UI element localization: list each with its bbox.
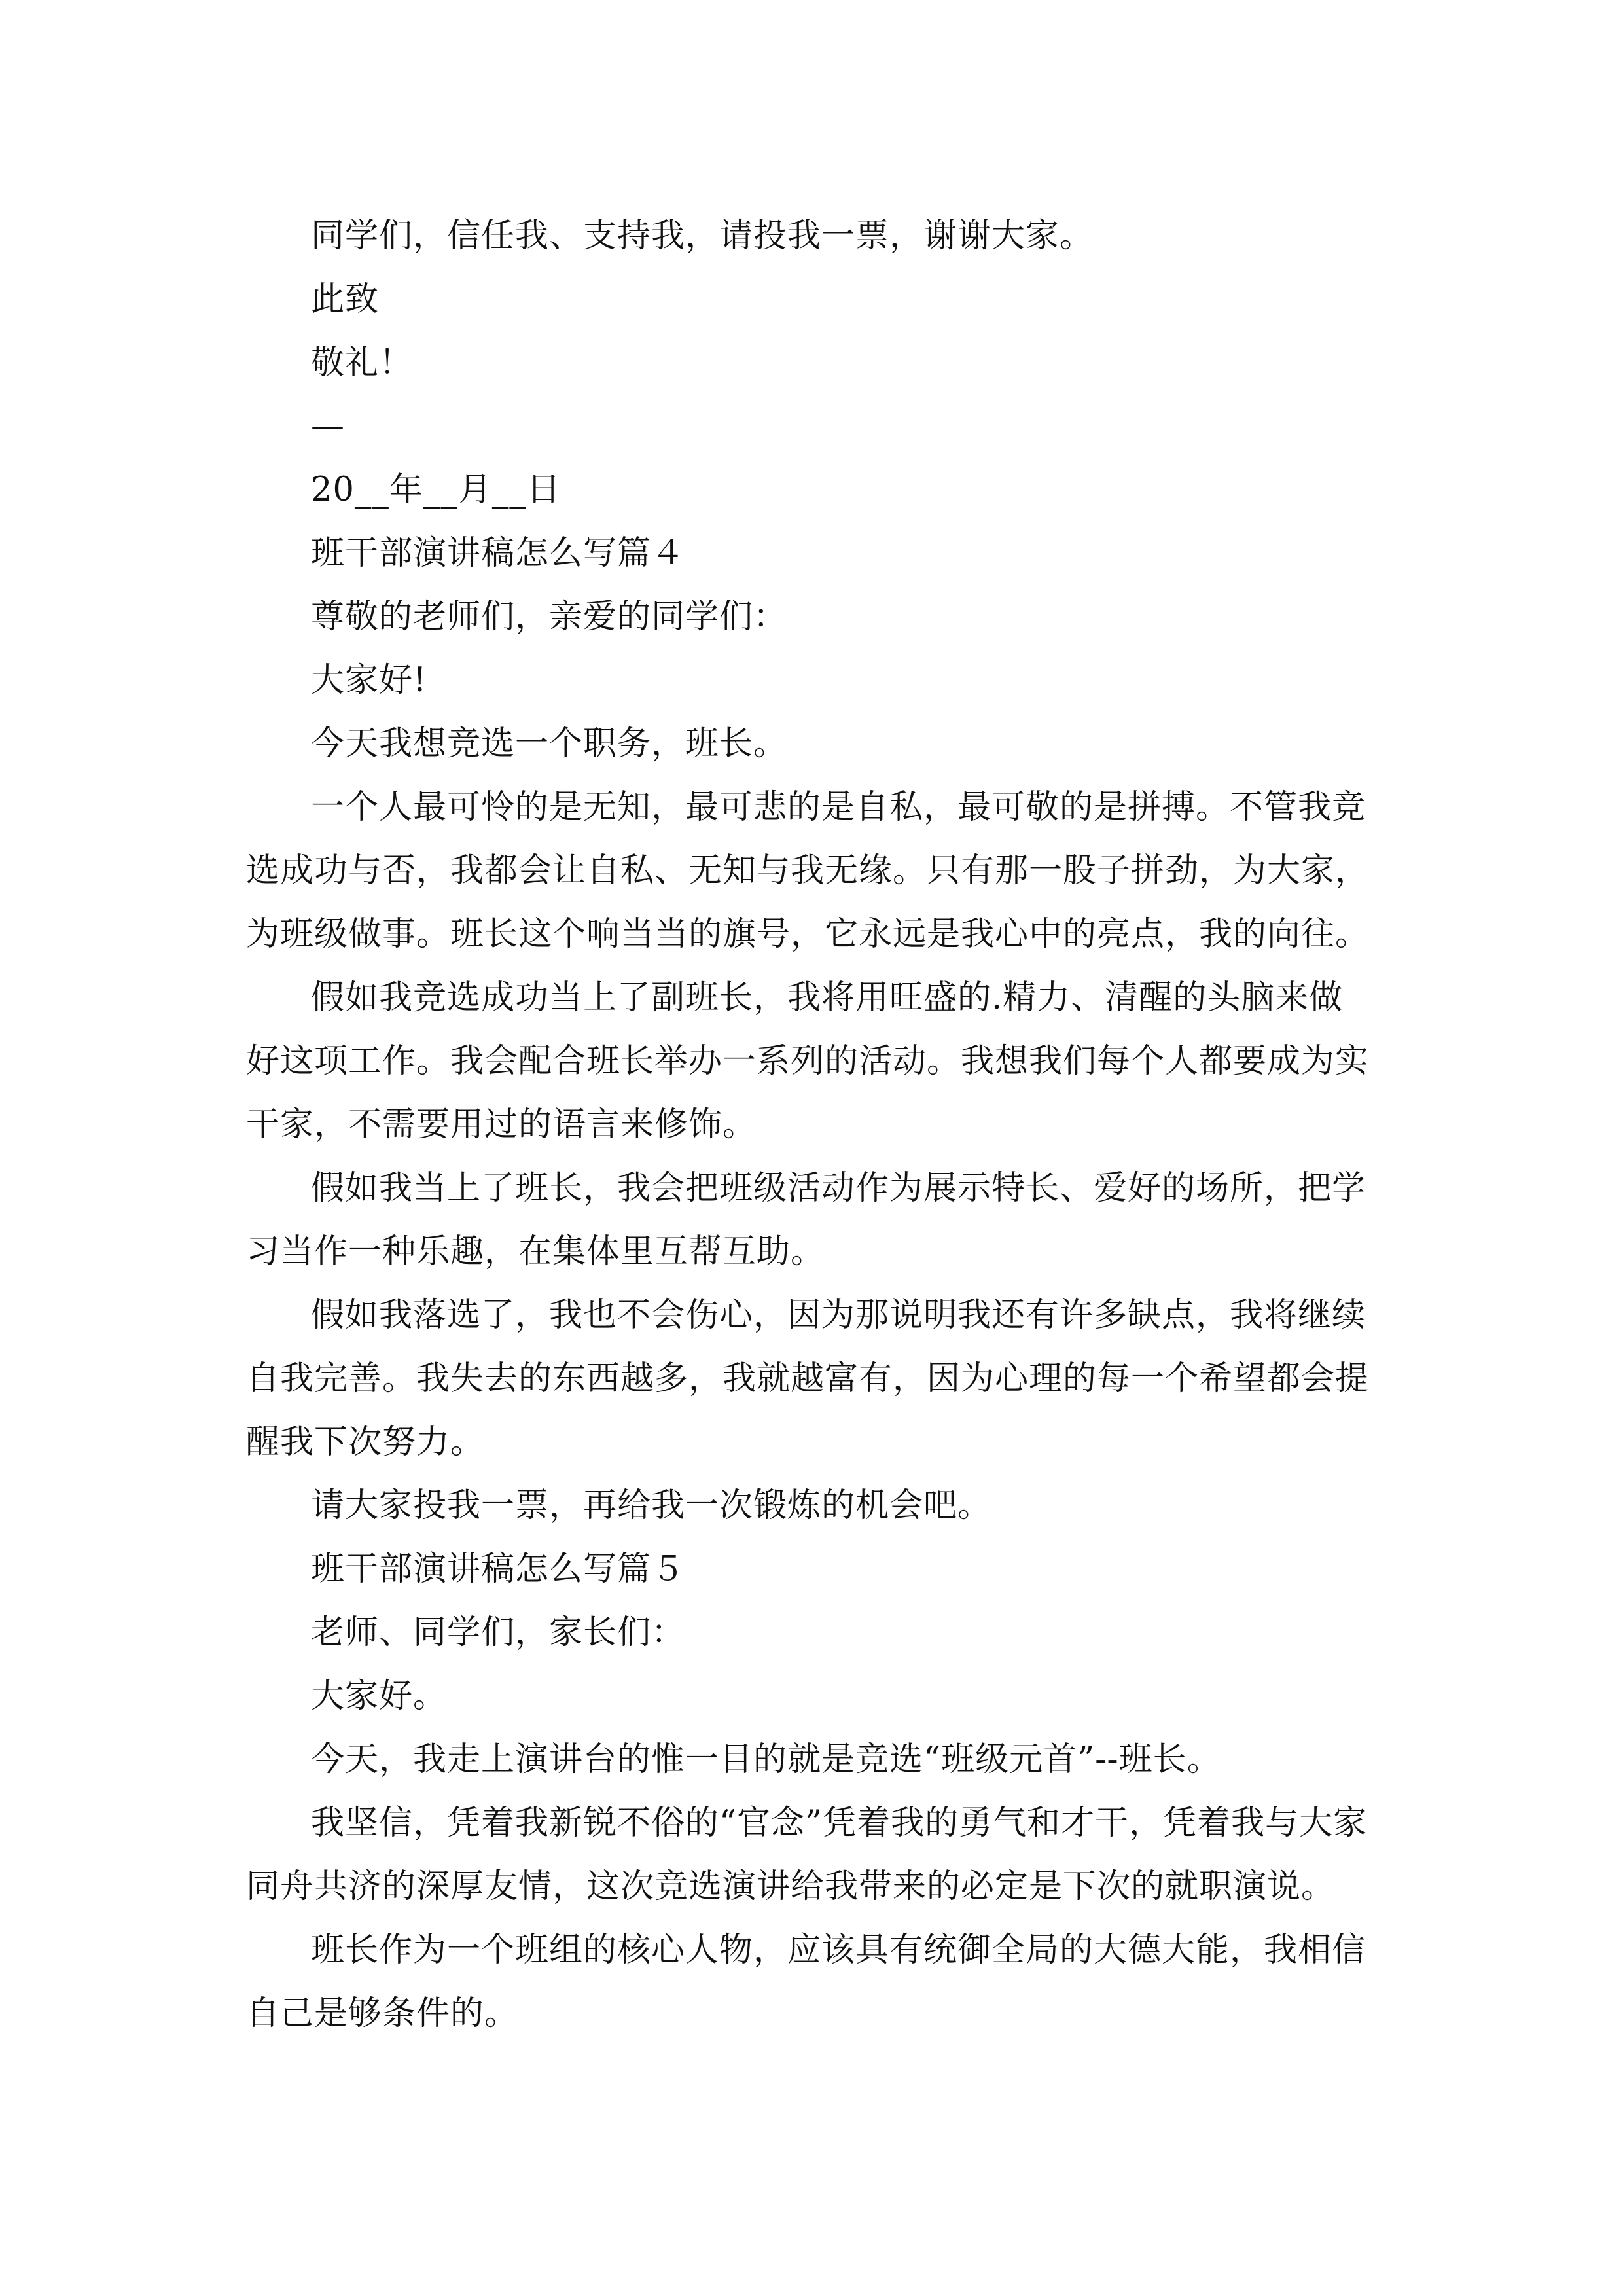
body-paragraph: 我坚信，凭着我新锐不俗的“官念”凭着我的勇气和才干，凭着我与大家同舟共济的深厚友情，这次竞选演讲给我带来的必定是下次的就职演说。 — [246, 1804, 1368, 1906]
body-paragraph: 班长作为一个班组的核心人物，应该具有统御全局的大德大能，我相信自己是够条件的。 — [246, 1931, 1366, 2033]
salutation-jingli: 敬礼！ — [311, 344, 414, 382]
hello-line: 大家好! — [311, 661, 427, 700]
greeting: 老师、同学们，家长们： — [311, 1613, 686, 1652]
body-paragraph: 假如我当上了班长，我会把班级活动作为展示特长、爱好的场所，把学习当作一种乐趣，在集体里互帮互助。 — [246, 1169, 1366, 1271]
signature-line: — — [311, 407, 345, 446]
section-heading-4: 班干部演讲稿怎么写篇４ — [311, 534, 686, 573]
salutation-cizhi: 此致 — [311, 280, 380, 319]
section-heading-5: 班干部演讲稿怎么写篇５ — [311, 1550, 686, 1588]
hello-line: 大家好。 — [311, 1677, 448, 1715]
body-paragraph: 假如我竞选成功当上了副班长，我将用旺盛的.精力、清醒的头脑来做好这项工作。我会配合班长举办一系列的活动。我想我们每个人都要成为实干家，不需要用过的语言来修饰。 — [246, 978, 1370, 1144]
body-paragraph: 今天，我走上演讲台的惟一目的就是竞选“班级元首”--班长。 — [311, 1740, 1221, 1779]
body-paragraph: 一个人最可怜的是无知，最可悲的是自私，最可敬的是拼搏。不管我竞选成功与否，我都会让自私、无知与我无缘。只有那一股子拼劲，为大家，为班级做事。班长这个响当当的旗号，它永远是我心中的亮点，我的向往。 — [246, 788, 1370, 954]
body-paragraph: 今天我想竞选一个职务，班长。 — [311, 725, 788, 763]
greeting: 尊敬的老师们，亲爱的同学们： — [311, 598, 788, 636]
body-paragraph: 请大家投我一票，再给我一次锻炼的机会吧。 — [311, 1486, 992, 1525]
date-line: 20__年__月__日 — [311, 471, 561, 509]
document-body — [246, 204, 1377, 2045]
body-paragraph: 假如我落选了，我也不会伤心，因为那说明我还有许多缺点，我将继续自我完善。我失去的东西越多，我就越富有，因为心理的每一个希望都会提醒我下次努力。 — [246, 1296, 1370, 1462]
closing-paragraph: 同学们，信任我、支持我，请投我一票，谢谢大家。 — [311, 217, 1094, 255]
